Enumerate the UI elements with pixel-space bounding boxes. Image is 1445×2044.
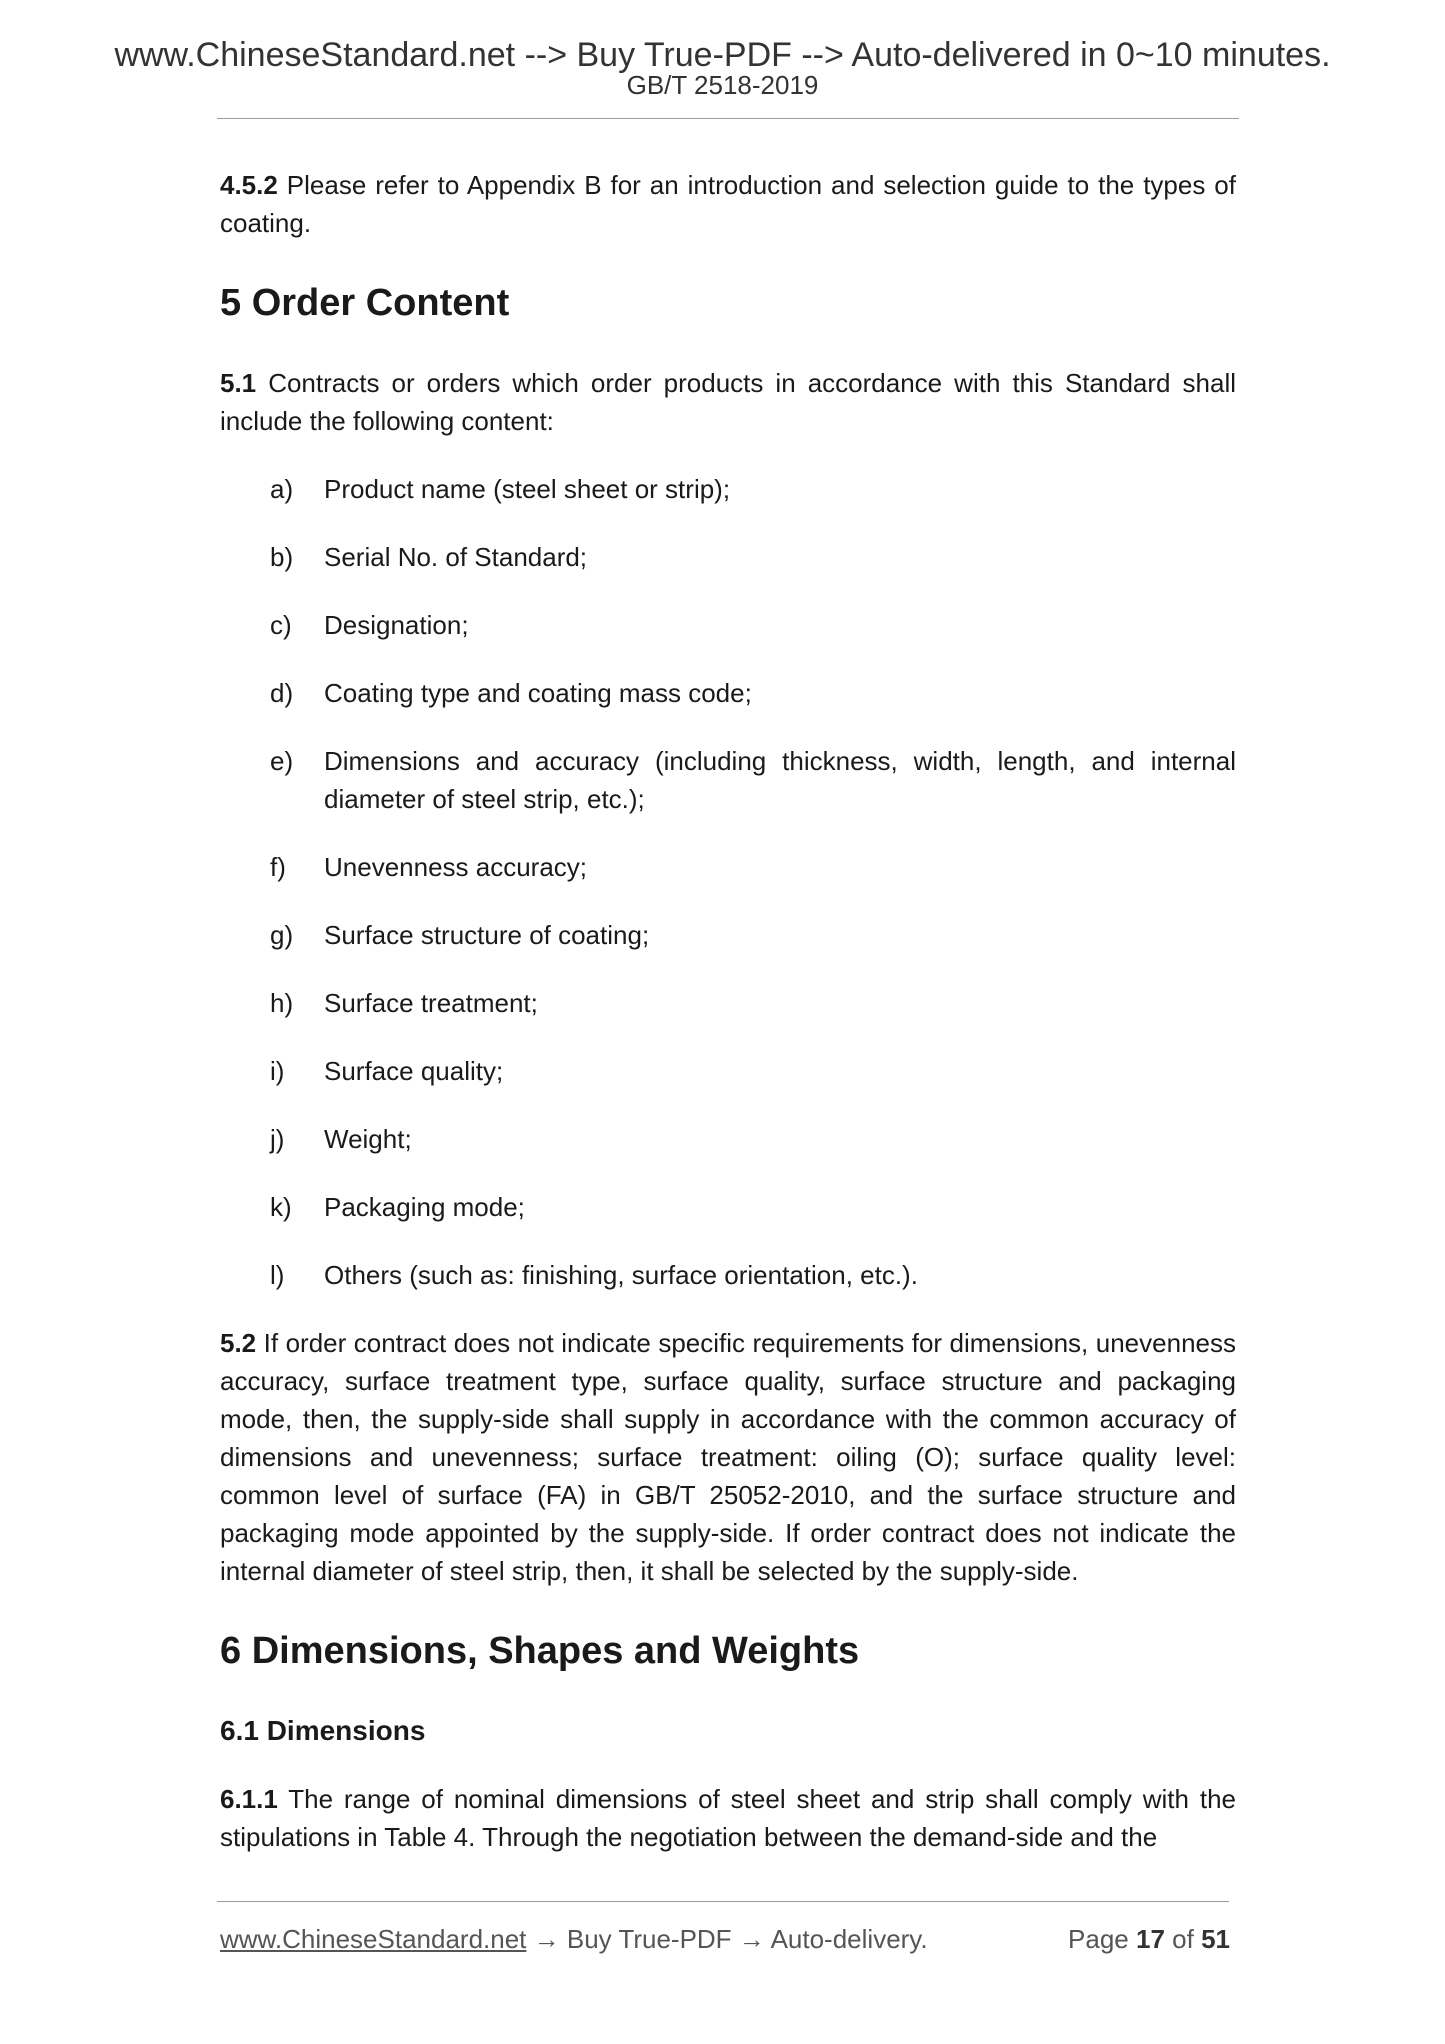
list-item	[220, 916, 1236, 954]
list-item	[220, 848, 1236, 886]
list-item	[220, 606, 1236, 644]
page-content	[220, 166, 1236, 1856]
clause-number: 5.2	[220, 1328, 257, 1358]
list-item-text: Surface structure of coating;	[324, 920, 650, 950]
list-item-label: f)	[270, 852, 286, 882]
clause-number: 4.5.2	[220, 170, 278, 200]
of-word: of	[1172, 1924, 1194, 1954]
list-item	[220, 470, 1236, 508]
list-item-label: i)	[270, 1056, 285, 1086]
clause-number: 6.1.1	[220, 1784, 278, 1814]
clause-number: 5.1	[220, 368, 257, 398]
clause-text: If order contract does not indicate specific requirements for dimensions, unevenness accuracy, surface treatment type, surface quality, surface structure and packaging mode, then, the supply-side shall supply in accordance with the common accuracy of dimensions and unevenness; surface treatment: oiling (O); surface quality level: common level of surface (FA) in GB/T 25052-2010, and the surface structure and packaging mode appointed by the supply-side. If order contract does not indicate the internal diameter of steel strip, then, it shall be selected by the supply-side.	[220, 1328, 1236, 1586]
page-word: Page	[1068, 1924, 1129, 1954]
list-item-label: e)	[270, 746, 294, 776]
header-divider	[217, 118, 1239, 119]
list-item	[220, 1052, 1236, 1090]
page-footer	[220, 1922, 1230, 1956]
list-item-label: g)	[270, 920, 294, 950]
list-item-text: Surface quality;	[324, 1056, 504, 1086]
clause-5-2	[220, 1324, 1236, 1590]
list-item-label: a)	[270, 474, 294, 504]
list-item-text: Surface treatment;	[324, 988, 538, 1018]
list-item-text: Dimensions and accuracy (including thickness, width, length, and internal diameter of steel strip, etc.);	[324, 746, 1236, 814]
footer-site-link[interactable]: www.ChineseStandard.net	[220, 1924, 527, 1954]
page-indicator	[1068, 1922, 1230, 1956]
list-item-text: Designation;	[324, 610, 469, 640]
clause-6-1-1	[220, 1780, 1236, 1856]
list-item	[220, 1120, 1236, 1158]
list-item-text: Coating type and coating mass code;	[324, 678, 752, 708]
clause-text: The range of nominal dimensions of steel sheet and strip shall comply with the stipulations in Table 4. Through the negotiation between the demand-side and the	[220, 1784, 1236, 1852]
list-item-text: Serial No. of Standard;	[324, 542, 588, 572]
list-item-label: j)	[270, 1124, 285, 1154]
clause-text: Contracts or orders which order products in accordance with this Standard shall include the following content:	[220, 368, 1236, 436]
footer-tagline: → Buy True-PDF → Auto-delivery.	[526, 1924, 928, 1954]
list-item-text: Unevenness accuracy;	[324, 852, 588, 882]
clause-5-1	[220, 364, 1236, 440]
list-item	[220, 984, 1236, 1022]
page-total: 51	[1201, 1924, 1230, 1954]
list-item-label: k)	[270, 1192, 292, 1222]
clause-text: Please refer to Appendix B for an introduction and selection guide to the types of coating.	[220, 170, 1236, 238]
list-item	[220, 674, 1236, 712]
list-item	[220, 742, 1236, 818]
list-item-text: Weight;	[324, 1124, 412, 1154]
list-item-label: c)	[270, 610, 292, 640]
list-item-label: h)	[270, 988, 294, 1018]
list-item-text: Others (such as: finishing, surface orientation, etc.).	[324, 1260, 918, 1290]
list-item-text: Product name (steel sheet or strip);	[324, 474, 731, 504]
list-item-label: l)	[270, 1260, 285, 1290]
page-current: 17	[1136, 1924, 1165, 1954]
header-banner: www.ChineseStandard.net --> Buy True-PDF --> Auto-delivered in 0~10 minutes.	[114, 36, 1331, 74]
list-item	[220, 1188, 1236, 1226]
order-content-list	[220, 470, 1236, 1294]
list-item	[220, 538, 1236, 576]
list-item-text: Packaging mode;	[324, 1192, 525, 1222]
list-item-label: d)	[270, 678, 294, 708]
section-6-heading: 6 Dimensions, Shapes and Weights	[220, 1630, 860, 1672]
section-5-heading: 5 Order Content	[220, 282, 510, 324]
footer-divider	[217, 1901, 1229, 1902]
list-item	[220, 1256, 1236, 1294]
clause-4-5-2	[220, 166, 1236, 242]
subsection-6-1-heading: 6.1 Dimensions	[220, 1715, 426, 1746]
standard-code: GB/T 2518-2019	[626, 70, 819, 100]
list-item-label: b)	[270, 542, 294, 572]
